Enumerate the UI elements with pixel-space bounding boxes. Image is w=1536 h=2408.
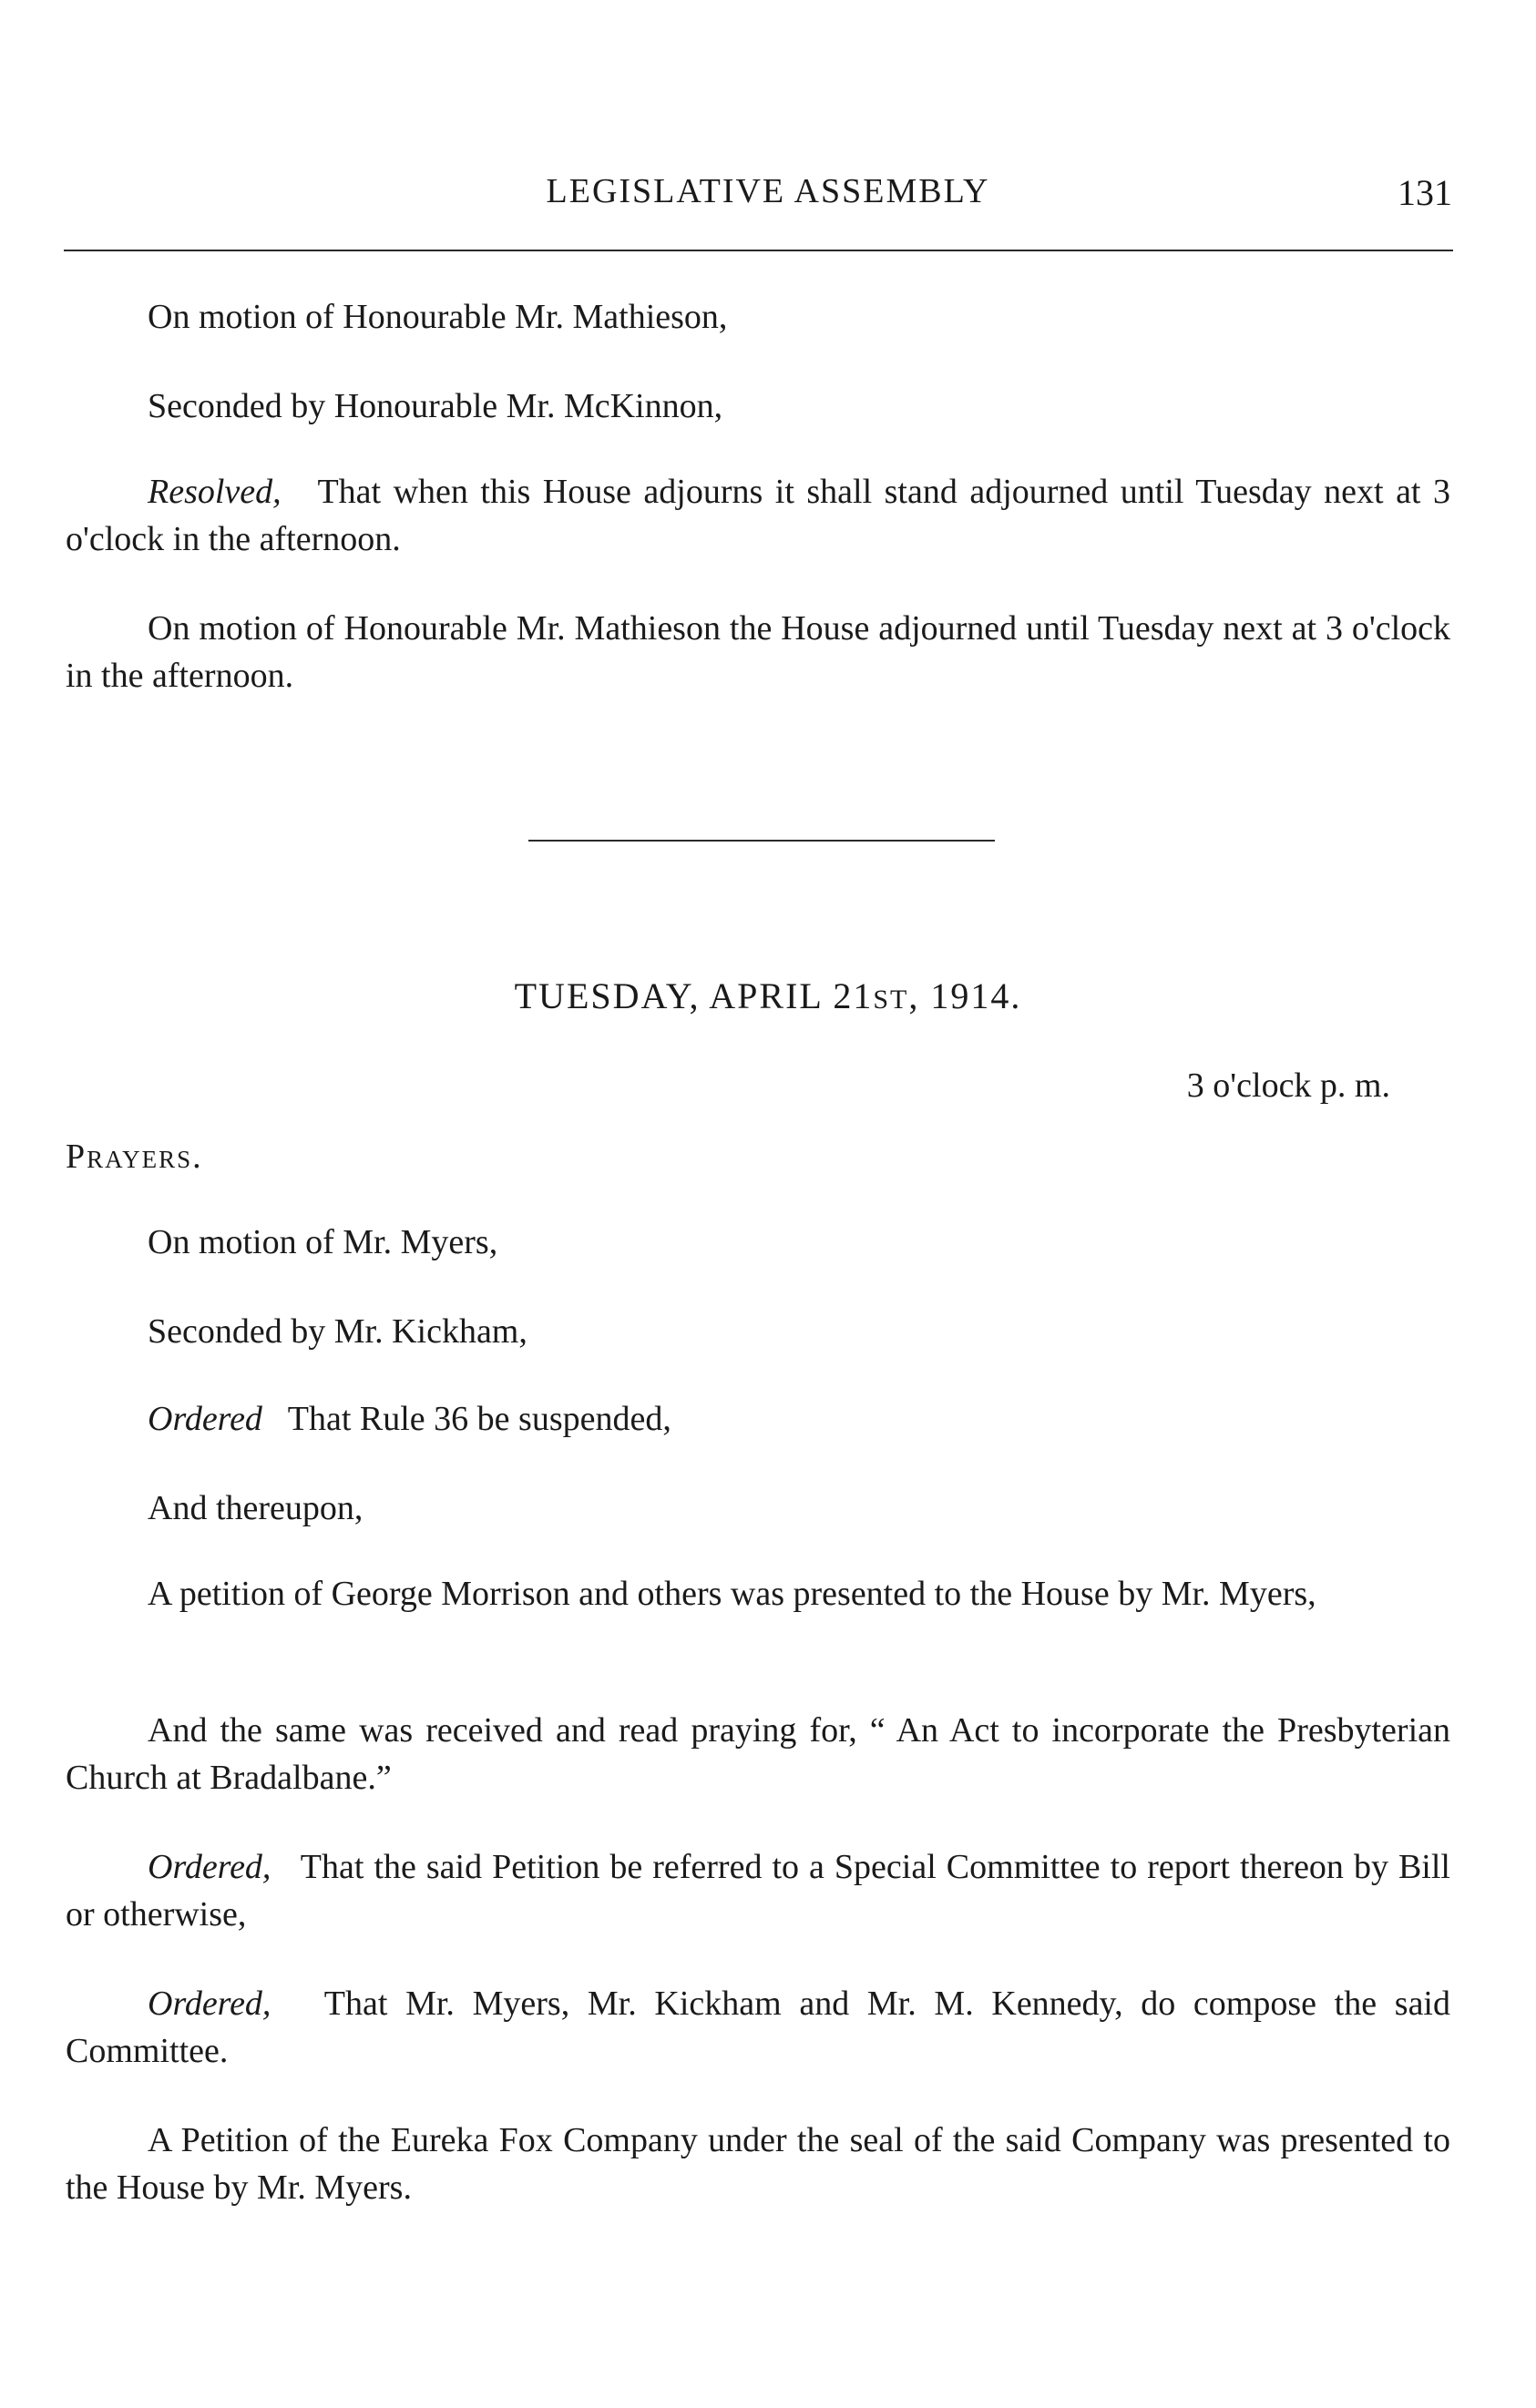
paragraph-seconded-kickham	[66, 1308, 1450, 1355]
paragraph-house-adjourned	[66, 605, 1450, 699]
paragraph-petition-morrison	[66, 1570, 1450, 1617]
paragraph-ordered-committee	[66, 1843, 1450, 1938]
paragraph-motion-myers	[66, 1219, 1450, 1266]
paragraph-seconded-mckinnon	[66, 383, 1450, 430]
sitting-date-heading	[0, 974, 1536, 1017]
date-year: , 1914.	[908, 975, 1022, 1016]
running-header	[0, 171, 1536, 226]
resolved-label: Resolved,	[148, 473, 282, 511]
paragraph-text: And the same was received and read praying for, “ An Act to incorporate the Presbyterian Church at Bradalbane.”	[66, 1711, 1450, 1797]
ordered-label: Ordered	[148, 1400, 262, 1438]
paragraph-received-read	[66, 1707, 1450, 1801]
paragraph-text: That Rule 36 be suspended,	[287, 1400, 671, 1438]
section-divider	[528, 840, 995, 842]
page-number: 131	[1398, 172, 1452, 213]
header-rule	[64, 250, 1453, 251]
paragraph-thereupon	[66, 1485, 1450, 1532]
date-main: TUESDAY, APRIL 21	[514, 975, 874, 1016]
paragraph-text: On motion of Honourable Mr. Mathieson the House adjourned until Tuesday next at 3 o'clock in the afternoon.	[66, 609, 1450, 695]
paragraph-text: That when this House adjourns it shall stand adjourned until Tuesday next at 3 o'clock in the afternoon.	[66, 473, 1450, 558]
paragraph-text: On motion of Honourable Mr. Mathieson,	[148, 298, 728, 336]
paragraph-text: And thereupon,	[148, 1489, 364, 1527]
paragraph-ordered-members	[66, 1980, 1450, 2075]
paragraph-text: That the said Petition be referred to a Special Committee to report thereon by Bill or otherwise,	[66, 1848, 1450, 1934]
paragraph-ordered-rule	[66, 1395, 1450, 1443]
prayers-heading: Prayers.	[66, 1138, 203, 1176]
date-suffix: ST	[873, 985, 909, 1015]
paragraph-text: Seconded by Honourable Mr. McKinnon,	[148, 387, 723, 425]
paragraph-text: That Mr. Myers, Mr. Kickham and Mr. M. Kennedy, do compose the said Committee.	[66, 1985, 1450, 2070]
paragraph-text: A Petition of the Eureka Fox Company under the seal of the said Company was presented to the House by Mr. Myers.	[66, 2121, 1450, 2207]
paragraph-resolved-adjourn	[66, 468, 1450, 563]
paragraph-motion-mathieson	[66, 293, 1450, 341]
ordered-label: Ordered,	[148, 1985, 271, 2023]
ordered-label: Ordered,	[148, 1848, 271, 1886]
paragraph-text: Seconded by Mr. Kickham,	[148, 1312, 527, 1351]
paragraph-text: A petition of George Morrison and others was presented to the House by Mr. Myers,	[148, 1575, 1316, 1613]
paragraph-text: On motion of Mr. Myers,	[148, 1223, 498, 1261]
sitting-time: 3 o'clock p. m.	[1186, 1066, 1390, 1105]
running-title: LEGISLATIVE ASSEMBLY	[546, 172, 990, 210]
paragraph-petition-eureka	[66, 2117, 1450, 2211]
